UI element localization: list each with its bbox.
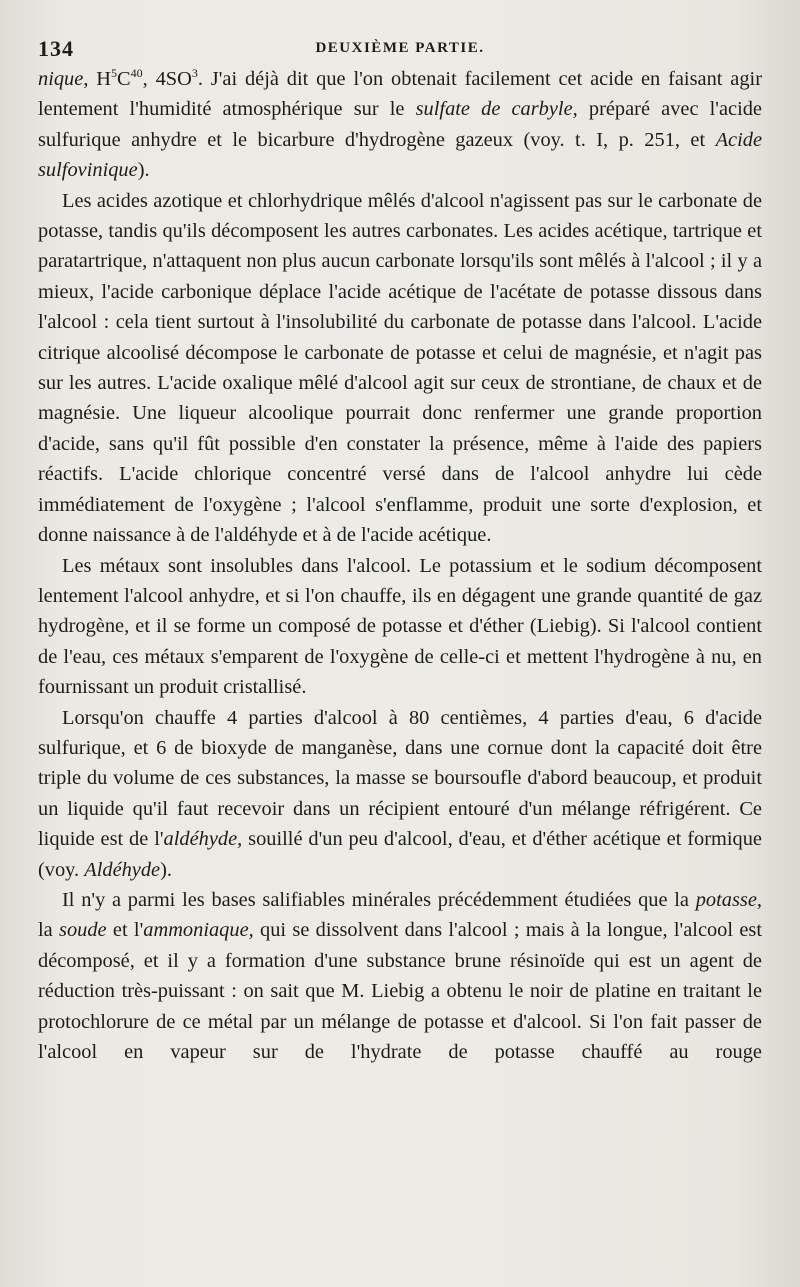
running-head	[38, 30, 762, 64]
paragraph-aldehyde: Lorsqu'on chauffe 4 parties d'alcool à 80 centièmes, 4 parties d'eau, 6 d'acide sulfurique, et 6 de bioxyde de manganèse, dans une cornue dont la capacité doit être triple du volume de ces substances, la masse se boursoufle d'abord beaucoup, et produit un liquide qu'il faut recevoir dans un récipient entouré d'un mélange réfrigérent. Ce liquide est de l'aldéhyde, souillé d'un peu d'alcool, d'eau, et d'éther acétique et formique (voy. Aldéhyde).	[38, 706, 762, 881]
paragraph-continuation: nique, $H^5C^{40}$, $4SO^3$. J'ai déjà dit que l'on obtenait facilement cet acide en faisant agir lentement l'humidité atmosphérique sur le sulfate de carbyle, préparé avec l'acide sulfurique anhydre et le bicarbure d'hydrogène gazeux (voy. t. I, p. 251, et Acide sulfovinique).	[38, 66, 762, 182]
paragraph-metals: Les métaux sont insolubles dans l'alcool. Le potassium et le sodium décomposent lentement l'alcool anhydre, et si l'on chauffe, ils en dégagent une grande quantité de gaz hydrogène, et il se forme un composé de potasse et d'éther (Liebig). Si l'alcool contient de l'eau, ces métaux s'emparent de l'oxygène de celle-ci et mettent l'hydrogène à nu, en fournissant un produit cristallisé.	[38, 554, 762, 699]
running-title: DEUXIÈME PARTIE.	[315, 40, 485, 56]
paragraph-acids: Les acides azotique et chlorhydrique mêlés d'alcool n'agissent pas sur le carbonate de potasse, tandis qu'ils décomposent les autres carbonates. Les acides acétique, tartrique et paratartrique, n'attaquent non plus aucun carbonate lorsqu'ils sont mêlés à l'alcool ; il y a mieux, l'acide carbonique déplace l'acide acétique de l'acétate de potasse dissous dans l'alcool : cela tient surtout à l'insolubilité du carbonate de potasse dans l'alcool. L'acide citrique alcoolisé décompose le carbonate de potasse et celui de magnésie, et n'agit pas sur les autres. L'acide oxalique mêlé d'alcool agit sur ceux de strontiane, de chaux et de magnésie. Une liqueur alcoolique pourrait donc renfermer une grande proportion d'acide, sans qu'il fût possible d'en constater la présence, même à l'aide des papiers réactifs. L'acide chlorique concentré versé dans de l'alcool anhydre lui cède immédiatement de l'oxygène ; l'alcool s'enflamme, produit une sorte d'explosion, et donne naissance à de l'aldéhyde et à de l'acide acétique.	[38, 189, 762, 547]
paragraph-bases: Il n'y a parmi les bases salifiables minérales précédemment étudiées que la potasse, la soude et l'ammoniaque, qui se dissolvent dans l'alcool ; mais à la longue, l'alcool est décomposé, et il y a formation d'une substance brune résinoïde qui est un agent de réduction très-puissant : on sait que M. Liebig a obtenu le noir de platine en traitant le protochlorure de ce métal par un mélange de potasse et d'alcool. Si l'on fait passer de l'alcool en vapeur sur de l'hydrate de potasse chauffé au rouge	[38, 888, 763, 1063]
text-body	[38, 64, 762, 1067]
page-number: 134	[38, 36, 74, 61]
